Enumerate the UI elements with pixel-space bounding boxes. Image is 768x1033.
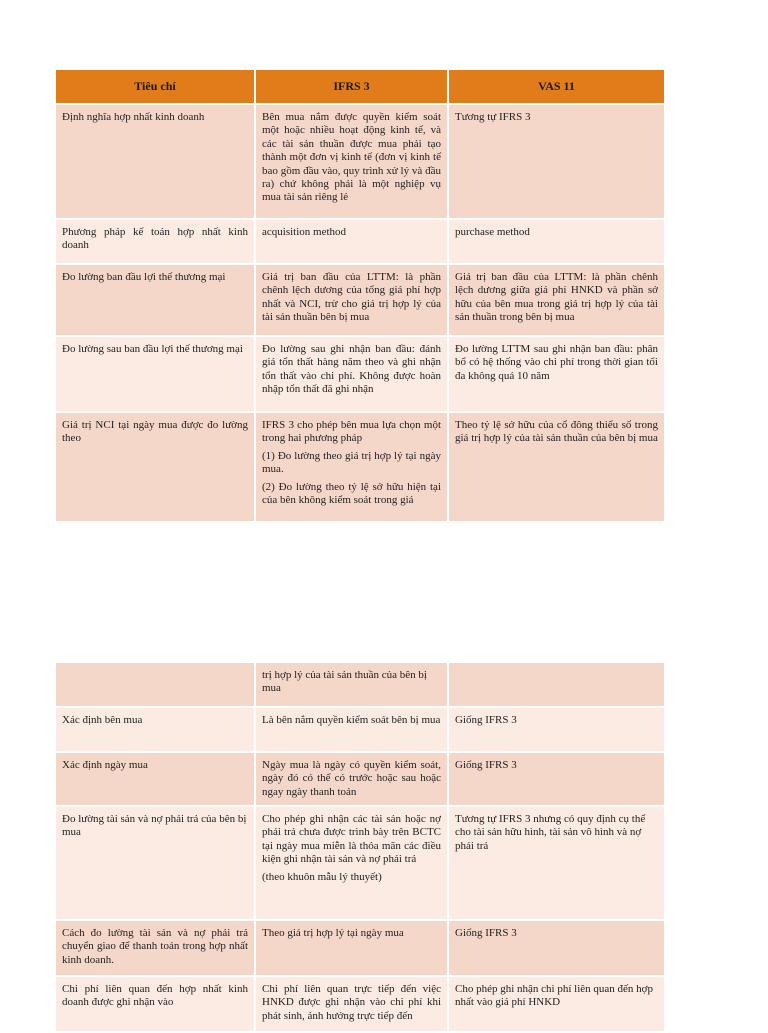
ifrs3-cell: [255, 663, 448, 707]
cell-paragraph: Ngày mua là ngày có quyền kiểm soát, ngày đó có thể có trước hoặc sau hoặc ngay ngày thanh toán: [262, 759, 441, 798]
ifrs3-cell: [255, 104, 448, 219]
cell-paragraph: Tương tự IFRS 3 nhưng có quy định cụ thể cho tài sản hữu hình, tài sản vô hình và nợ phải trả: [455, 813, 646, 852]
table-row: [56, 104, 664, 219]
cell-paragraph: (2) Đo lường theo tỷ lệ sở hữu hiện tại của bên không kiểm soát trong giá: [262, 480, 441, 507]
vas11-cell: [448, 707, 664, 752]
ifrs3-cell: [255, 412, 448, 522]
table-row: [56, 219, 664, 264]
cell-paragraph: (1) Đo lường theo giá trị hợp lý tại ngày mua.: [262, 449, 441, 476]
criteria-cell: [56, 663, 255, 707]
criteria-cell: Xác định bên mua: [56, 707, 255, 752]
vas11-cell: [448, 412, 664, 522]
ifrs3-cell: [255, 707, 448, 752]
cell-paragraph: Bên mua nắm được quyền kiểm soát một hoặc nhiều hoạt động kinh tế, và các tài sản thuần được mua phải tạo thành một đơn vị kinh tế (đơn vị kinh tế bao gồm đầu vào, quy trình xử lý và đầu ra) chứ không phải là một nghiệp vụ mua tài sản riêng lẻ: [262, 111, 441, 204]
table-row: [56, 707, 664, 752]
table-row: [56, 920, 664, 976]
cell-paragraph: Cho phép ghi nhận các tài sản hoặc nợ phải trả chưa được trình bày trên BCTC tại ngày mua miễn là thỏa mãn các điều kiện ghi nhận tài sản và nợ phải trả: [262, 813, 441, 866]
ifrs3-cell: [255, 219, 448, 264]
vas11-cell: [448, 264, 664, 336]
comparison-table-bottom: [56, 663, 664, 1033]
table-header-row: [56, 70, 664, 104]
header-criteria: Tiêu chí: [56, 70, 255, 104]
cell-paragraph: IFRS 3 cho phép bên mua lựa chọn một trong hai phương pháp: [262, 419, 441, 445]
cell-paragraph: Giống IFRS 3: [455, 759, 517, 771]
cell-paragraph: Đo lường sau ghi nhận ban đầu: đánh giá tổn thất hàng năm theo và ghi nhận tổn thất vào chi phí. Không được hoàn nhập tổn thất đã ghi nhận: [262, 343, 441, 396]
vas11-cell: [448, 806, 664, 920]
cell-paragraph: purchase method: [455, 226, 530, 238]
cell-paragraph: acquisition method: [262, 226, 347, 238]
cell-paragraph: Theo giá trị hợp lý tại ngày mua: [262, 927, 404, 939]
criteria-cell: Giá trị NCI tại ngày mua được đo lường theo: [56, 412, 255, 522]
cell-paragraph: Chi phí liên quan trực tiếp đến việc HNKD được ghi nhận vào chi phí khi phát sinh, ảnh hưởng trực tiếp đến: [262, 983, 441, 1022]
table-row: [56, 752, 664, 806]
header-vas11: VAS 11: [448, 70, 664, 104]
cell-paragraph: Giá trị ban đầu của LTTM: là phần chênh lệch dương giữa giá phí HNKD và phần sở hữu của bên mua trong giá trị hợp lý của tài sản thuần trong bên bị mua: [455, 271, 658, 324]
cell-paragraph: trị hợp lý của tài sản thuần của bên bị mua: [262, 669, 427, 695]
vas11-cell: [448, 752, 664, 806]
table-row: [56, 806, 664, 920]
ifrs3-cell: [255, 336, 448, 412]
vas11-cell: [448, 219, 664, 264]
criteria-cell: Chi phí liên quan đến hợp nhất kinh doanh được ghi nhận vào: [56, 976, 255, 1032]
criteria-cell: Đo lường sau ban đầu lợi thế thương mại: [56, 336, 255, 412]
ifrs3-cell: [255, 264, 448, 336]
cell-paragraph: (theo khuôn mẫu lý thuyết): [262, 870, 382, 883]
criteria-cell: Định nghĩa hợp nhất kinh doanh: [56, 104, 255, 219]
vas11-cell: [448, 336, 664, 412]
criteria-cell: Xác định ngày mua: [56, 752, 255, 806]
ifrs3-cell: [255, 752, 448, 806]
ifrs3-cell: [255, 806, 448, 920]
cell-paragraph: Theo tỷ lệ sở hữu của cổ đông thiểu số trong giá trị hợp lý của tài sản thuần của bên bị mua: [455, 419, 658, 445]
ifrs3-cell: [255, 920, 448, 976]
criteria-cell: Đo lường ban đầu lợi thế thương mại: [56, 264, 255, 336]
vas11-cell: [448, 663, 664, 707]
cell-paragraph: Giống IFRS 3: [455, 714, 517, 726]
vas11-cell: [448, 104, 664, 219]
cell-paragraph: Cho phép ghi nhận chi phí liên quan đến hợp nhất vào giá phí HNKD: [455, 983, 653, 1009]
table-row: [56, 663, 664, 707]
criteria-cell: Đo lường tài sản và nợ phải trả của bên bị mua: [56, 806, 255, 920]
cell-paragraph: Là bên nắm quyền kiểm soát bên bị mua: [262, 714, 441, 726]
cell-paragraph: Giống IFRS 3: [455, 927, 517, 939]
vas11-cell: [448, 920, 664, 976]
criteria-cell: Phương pháp kế toán hợp nhất kinh doanh: [56, 219, 255, 264]
header-ifrs3: IFRS 3: [255, 70, 448, 104]
criteria-cell: Cách đo lường tài sản và nợ phải trả chuyển giao để thanh toán trong hợp nhất kinh doanh.: [56, 920, 255, 976]
comparison-table-top: [56, 70, 664, 523]
table-row: [56, 264, 664, 336]
table-row: [56, 336, 664, 412]
cell-paragraph: Giá trị ban đầu của LTTM: là phần chênh lệch dương của tổng giá phí hợp nhất và NCI, trừ cho giá trị hợp lý của tài sản thuần bên bị mua: [262, 271, 441, 324]
cell-paragraph: Đo lường LTTM sau ghi nhận ban đầu: phân bổ có hệ thống vào chi phí trong thời gian tối đa không quá 10 năm: [455, 343, 658, 382]
table-row: [56, 412, 664, 522]
cell-paragraph: Tương tự IFRS 3: [455, 111, 531, 123]
